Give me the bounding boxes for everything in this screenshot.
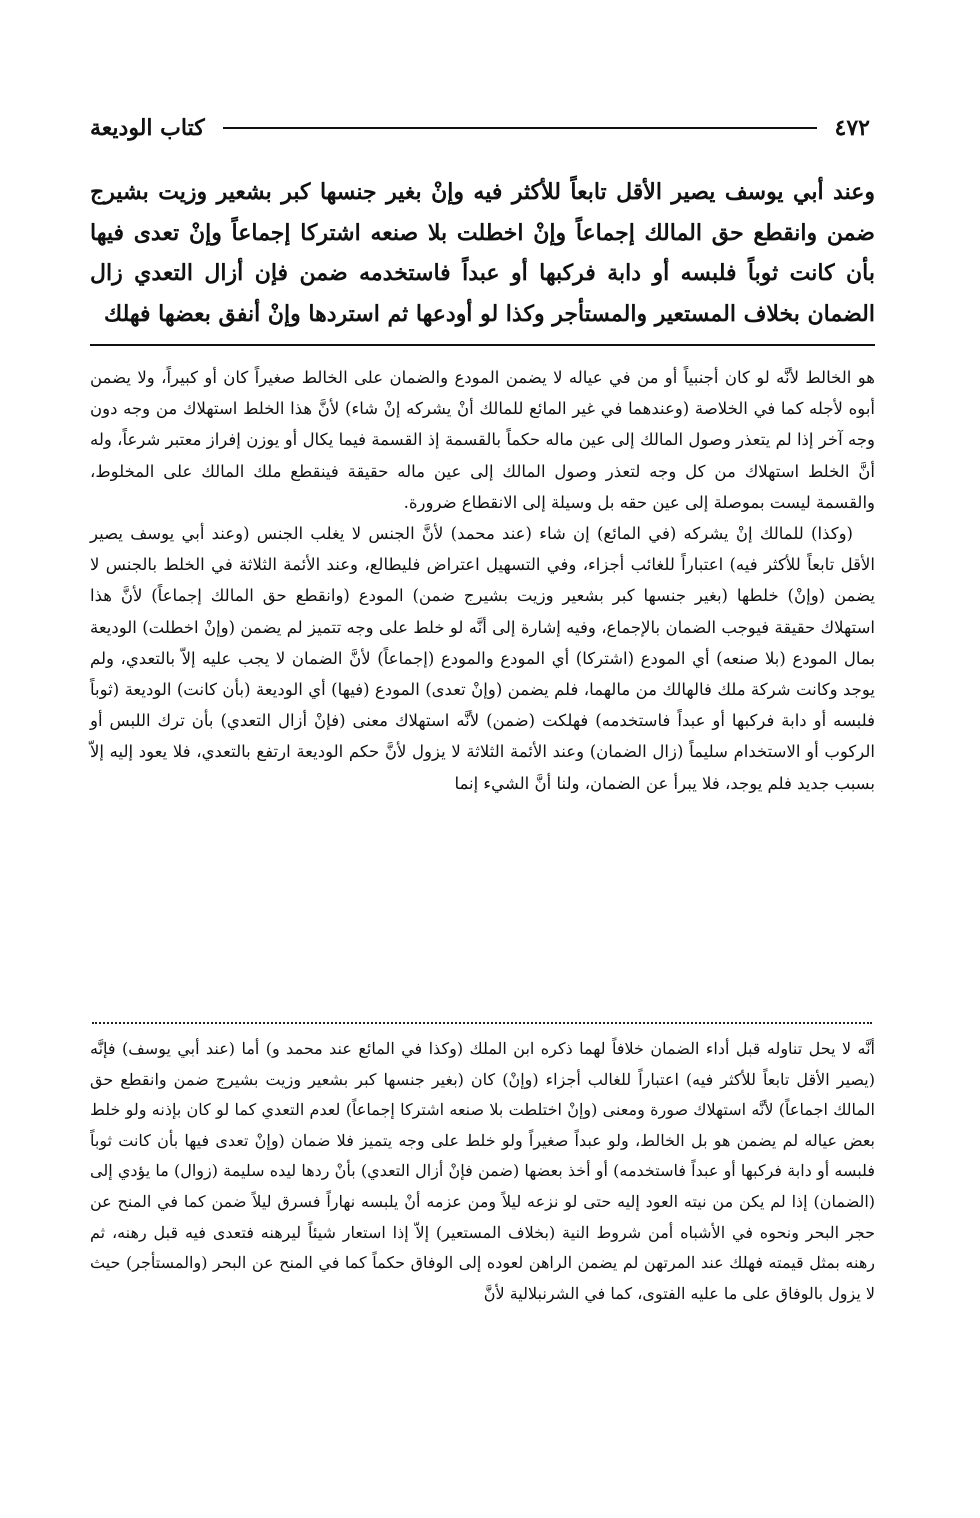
- solid-separator: [90, 344, 875, 346]
- commentary-paragraph-2: (وكذا) للمالك إنْ يشركه (في المائع) إن شاء (عند محمد) لأنَّ الجنس لا يغلب الجنس (وعند أبي يوسف يصير الأقل تابعاً للأكثر فيه) اعتباراً للغائب أجزاء، وفي التسهيل اعتراض فليطالع، وعند الأئمة الثلاثة في الخلط بالجنس لا يضمن (وإنْ) خلطها (بغير جنسها كبر بشعير وزيت بشيرج ضمن) المودع (وانقطع حق المالك إجماعاً) لأنَّ هذا استهلاك حقيقة فيوجب الضمان بالإجماع، وفيه إشارة إلى أنَّه لو خلط على وجه تتميز لم يضمن (وإنْ اخطلت) الوديعة بمال المودع (بلا صنعه) أي المودع (اشتركا) أي المودع والمودع (إجماعاً) لأنَّ الضمان لا يجب عليه إلاّ بالتعدي، ولم يوجد وكانت شركة ملك فالهالك من مالهما، فلم يضمن (وإنْ تعدى) المودع (فيها) أي الوديعة (بأن كانت) الوديعة (ثوباً فلبسه أو دابة فركبها أو عبداً فاستخدمه) فهلكت (ضمن) لأنَّه استهلاك معنى (فإنْ أزال التعدي) بأن ترك اللبس أو الركوب أو الاستخدام سليماً (زال الضمان) وعند الأئمة الثلاثة لا يزول لأنَّ حكم الوديعة ارتفع بالتعدي، فلا يعود إليه إلاّ بسبب جديد فلم يوجد، فلا يبرأ عن الضمان، ولنا أنَّ الشيء إنما: [90, 524, 876, 793]
- dotted-separator: [92, 1022, 872, 1024]
- gloss-paragraph: أنَّه لا يحل تناوله قبل أداء الضمان خلافاً لهما ذكره ابن الملك (وكذا في المائع عند محمد و) أما (عند أبي يوسف) فإنَّه (يصير الأقل تابعاً للأكثر فيه) اعتباراً للغالب أجزاء (وإنْ) كان (بغير جنسها كبر بشعير وزيت بشيرج ضمن وانقطع حق المالك اجماعاً) لأنَّه استهلاك صورة ومعنى (وإنْ اختلطت بلا صنعه اشتركا إجماعاً) لعدم التعدي كما لو كان بإذنه ولو خلط بعض عياله لم يضمن هو بل الخالط، ولو عبداً صغيراً ولو خلط على وجه يتميز فلا ضمان (وإنْ تعدى فيها بأن كانت ثوباً فلبسه أو دابة فركبها أو عبداً فاستخدمه) أو أخذ بعضها (ضمن فإنْ أزال التعدي) بأنْ ردها ليده سليمة (زوال) ما يؤدي إلى (الضمان) إذا لم يكن من نيته العود إليه حتى لو نزعه ليلاً ومن عزمه أنْ يلبسه نهاراً فسرق ليلاً ضمن كما في المنح عن حجر البحر ونحوه في الأشباه أمن شروط النية (بخلاف المستعير) إلاّ إذا استعار شيئاً ليرهنه فتعدى فيه قبل رهنه، ثم رهنه بمثل قيمته فهلك عند المرتهن لم يضمن الراهن لعوده إلى الوفاق حكماً كما في المنح عن البحر (والمستأجر) حيث لا يزول بالوفاق على ما عليه الفتوى، كما في الشرنبلالية لأنَّ: [90, 1039, 876, 1303]
- commentary-paragraph-1: هو الخالط لأنَّه لو كان أجنبياً أو من في عياله لا يضمن المودع والضمان على الخالط صغيراً كان أو كبيراً، ولا يضمن أبوه لأجله كما في الخلاصة (وعندهما في غير المائع للمالك أنْ يشركه إنْ شاء) لأنَّ هذا الخلط استهلاك من وجه دون وجه آخر إذا لم يتعذر وصول المالك إلى عين ماله حكماً بالقسمة إذ القسمة فيما يكال أو يوزن إفراز معتبر شرعاً، وله أنَّ الخلط استهلاك من كل وجه لتعذر وصول المالك إلى عين ماله حقيقة فينقطع ملك المالك على المخلوط، والقسمة ليست بموصلة إلى عين حقه بل وسيلة إلى الانقطاع ضرورة.: [90, 368, 875, 512]
- main-text-paragraph: وعند أبي يوسف يصير الأقل تابعاً للأكثر فيه وإنْ بغير جنسها كبر بشعير وزيت بشيرج ضمن وانقطع حق المالك إجماعاً وإنْ اخطلت بلا صنعه اشتركا إجماعاً وإنْ تعدى فيها بأن كانت ثوباً فلبسه أو دابة فركبها أو عبداً فاستخدمه ضمن فإن أزال التعدي زال الضمان بخلاف المستعير والمستأجر وكذا لو أودعها ثم استردها وإنْ أنفق بعضها فهلك: [90, 179, 875, 327]
- page-number: ٤٧٢: [834, 115, 870, 141]
- header-rule: [223, 127, 817, 129]
- page-header: [90, 108, 870, 148]
- gloss-text: [90, 1034, 875, 1309]
- book-title: كتاب الوديعة: [90, 115, 205, 141]
- commentary-text: [90, 362, 875, 799]
- main-text: [90, 172, 875, 334]
